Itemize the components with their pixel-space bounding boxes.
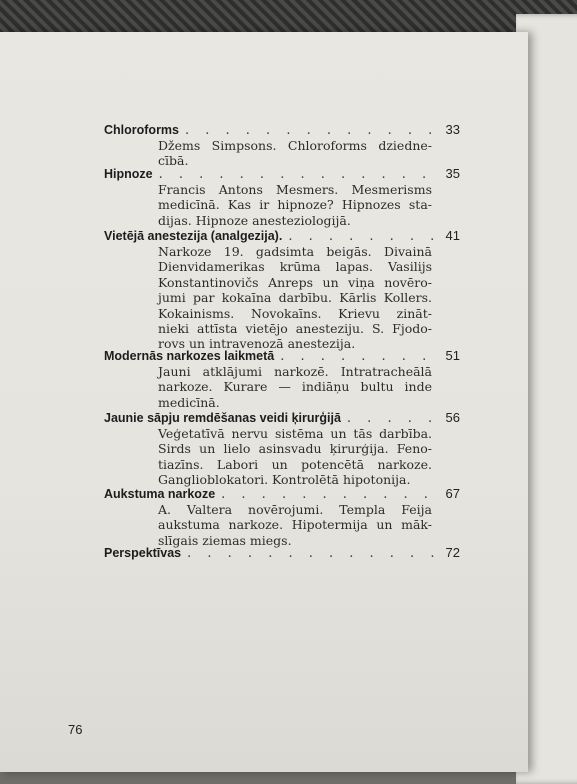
toc-page-number: 51	[445, 348, 460, 363]
toc-page-number: 33	[445, 122, 460, 137]
desc-line: medicīnā.	[158, 394, 220, 410]
desc-line: jumi par kokaīna darbību. Kārlis Kollers.	[158, 290, 432, 306]
desc-line: Džems Simpsons. Chloroforms dziedne-	[158, 138, 432, 153]
desc-line: rovs un intravenozā anestezija.	[158, 336, 356, 352]
toc-page-number: 35	[445, 166, 460, 181]
toc-entry-title: Perspektīvas	[104, 546, 182, 560]
toc-entry-description	[158, 138, 432, 169]
toc-entry-title: Modernās narkozes laikmetā	[104, 349, 275, 363]
dot-leader	[288, 229, 434, 244]
desc-line: Kokainisms. Novokaīns. Krievu zināt-	[158, 305, 432, 321]
book-page	[0, 32, 528, 772]
dot-leader	[347, 411, 434, 426]
toc-page-number: 67	[445, 486, 460, 501]
desc-line: Jauni atklājumi narkozē. Intratracheālā	[158, 364, 432, 379]
desc-line: narkoze. Kurare — indiāņu bultu inde	[158, 379, 432, 395]
desc-line: aukstuma narkoze. Hipotermija un māk-	[158, 517, 432, 533]
toc-entry-title: Jaunie sāpju remdēšanas veidi ķirurģijā	[104, 411, 341, 425]
toc-entry-title: Hipnoze	[104, 167, 153, 181]
desc-line: Narkoze 19. gadsimta beigās. Divainā	[158, 244, 432, 259]
table-of-contents	[0, 32, 528, 772]
toc-entry-description	[158, 182, 432, 228]
toc-entry-jaunie-sapju	[104, 410, 460, 488]
desc-line: Konstantinovičs Anreps un viņa novēro-	[158, 274, 432, 290]
dot-leader	[185, 123, 434, 138]
toc-entry-chloroforms	[104, 122, 460, 169]
toc-entry-description	[158, 502, 432, 548]
dot-leader	[280, 349, 434, 364]
toc-entry-hipnoze	[104, 166, 460, 228]
desc-line: Veģetatīvā nervu sistēma un tās darbība.	[158, 426, 432, 441]
desc-line: dijas. Hipnoze anesteziologijā.	[158, 212, 351, 228]
dot-leader	[187, 546, 434, 561]
desc-line: Ganglioblokatori. Kontrolētā hipotonija.	[158, 472, 411, 488]
toc-entry-title: Vietējā anestezija (analgezija).	[104, 229, 283, 243]
toc-entry-title: Chloroforms	[104, 123, 179, 137]
toc-entry-description	[158, 426, 432, 488]
dot-leader	[159, 167, 434, 182]
desc-line: Francis Antons Mesmers. Mesmerisms	[158, 182, 432, 197]
desc-line: Dienvidamerikas krūma lapas. Vasilijs	[158, 259, 432, 275]
toc-entry-perspektivas	[104, 545, 460, 561]
toc-entry-title: Aukstuma narkoze	[104, 487, 216, 501]
desc-line: tiazīns. Labori un potencētā narkoze.	[158, 456, 432, 472]
toc-entry-vieteja-anestezija	[104, 228, 460, 352]
desc-line: A. Valtera novērojumi. Templa Feija	[158, 502, 432, 517]
page-folio-number: 76	[68, 722, 83, 737]
desc-line: Sirds un lielo asinsvadu ķirurģija. Feno-	[158, 441, 432, 457]
toc-page-number: 56	[445, 410, 460, 425]
dot-leader	[221, 487, 434, 502]
toc-entry-description	[158, 364, 432, 410]
desc-line: nieki attīsta vietējo anesteziju. S. Fjodo-	[158, 321, 432, 337]
desc-line: medicīnā. Kas ir hipnoze? Hipnozes sta-	[158, 197, 432, 213]
desc-line: cībā.	[158, 153, 189, 169]
toc-page-number: 41	[445, 228, 460, 243]
desc-line: slīgais ziemas miegs.	[158, 532, 292, 548]
toc-entry-aukstuma-narkoze	[104, 486, 460, 548]
toc-entry-modernas-narkozes	[104, 348, 460, 410]
toc-entry-description	[158, 244, 432, 352]
toc-page-number: 72	[445, 545, 460, 560]
